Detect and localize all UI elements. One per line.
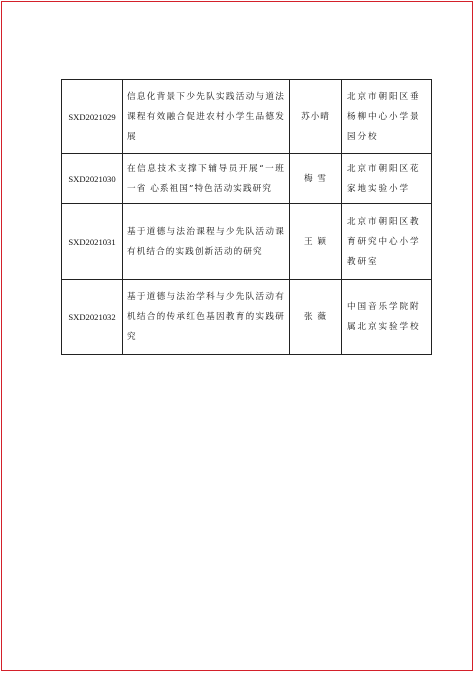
project-title-cell: 在信息技术支撑下辅导员开展“一班一省 心系祖国”特色活动实践研究 [123,154,290,204]
project-lead-cell: 苏小晴 [290,80,342,154]
project-id-cell: SXD2021031 [62,204,123,280]
project-lead-cell: 王 颖 [290,204,342,280]
project-org-cell: 中国音乐学院附属北京实验学校 [342,280,432,355]
project-table [61,79,432,355]
project-title-cell: 信息化背景下少先队实践活动与道法课程有效融合促进农村小学生品德发展 [123,80,290,154]
project-title-cell: 基于道德与法治学科与少先队活动有机结合的传承红色基因教育的实践研究 [123,280,290,355]
project-lead-cell: 梅 雪 [290,154,342,204]
project-lead-cell: 张 薇 [290,280,342,355]
project-org-cell: 北京市朝阳区垂杨柳中心小学景园分校 [342,80,432,154]
table-row [62,80,432,154]
table-row [62,280,432,355]
project-id-cell: SXD2021029 [62,80,123,154]
project-title-cell: 基于道德与法治课程与少先队活动课有机结合的实践创新活动的研究 [123,204,290,280]
project-org-cell: 北京市朝阳区教育研究中心小学教研室 [342,204,432,280]
table-row [62,204,432,280]
table-row [62,154,432,204]
project-id-cell: SXD2021030 [62,154,123,204]
project-org-cell: 北京市朝阳区花家地实验小学 [342,154,432,204]
project-id-cell: SXD2021032 [62,280,123,355]
